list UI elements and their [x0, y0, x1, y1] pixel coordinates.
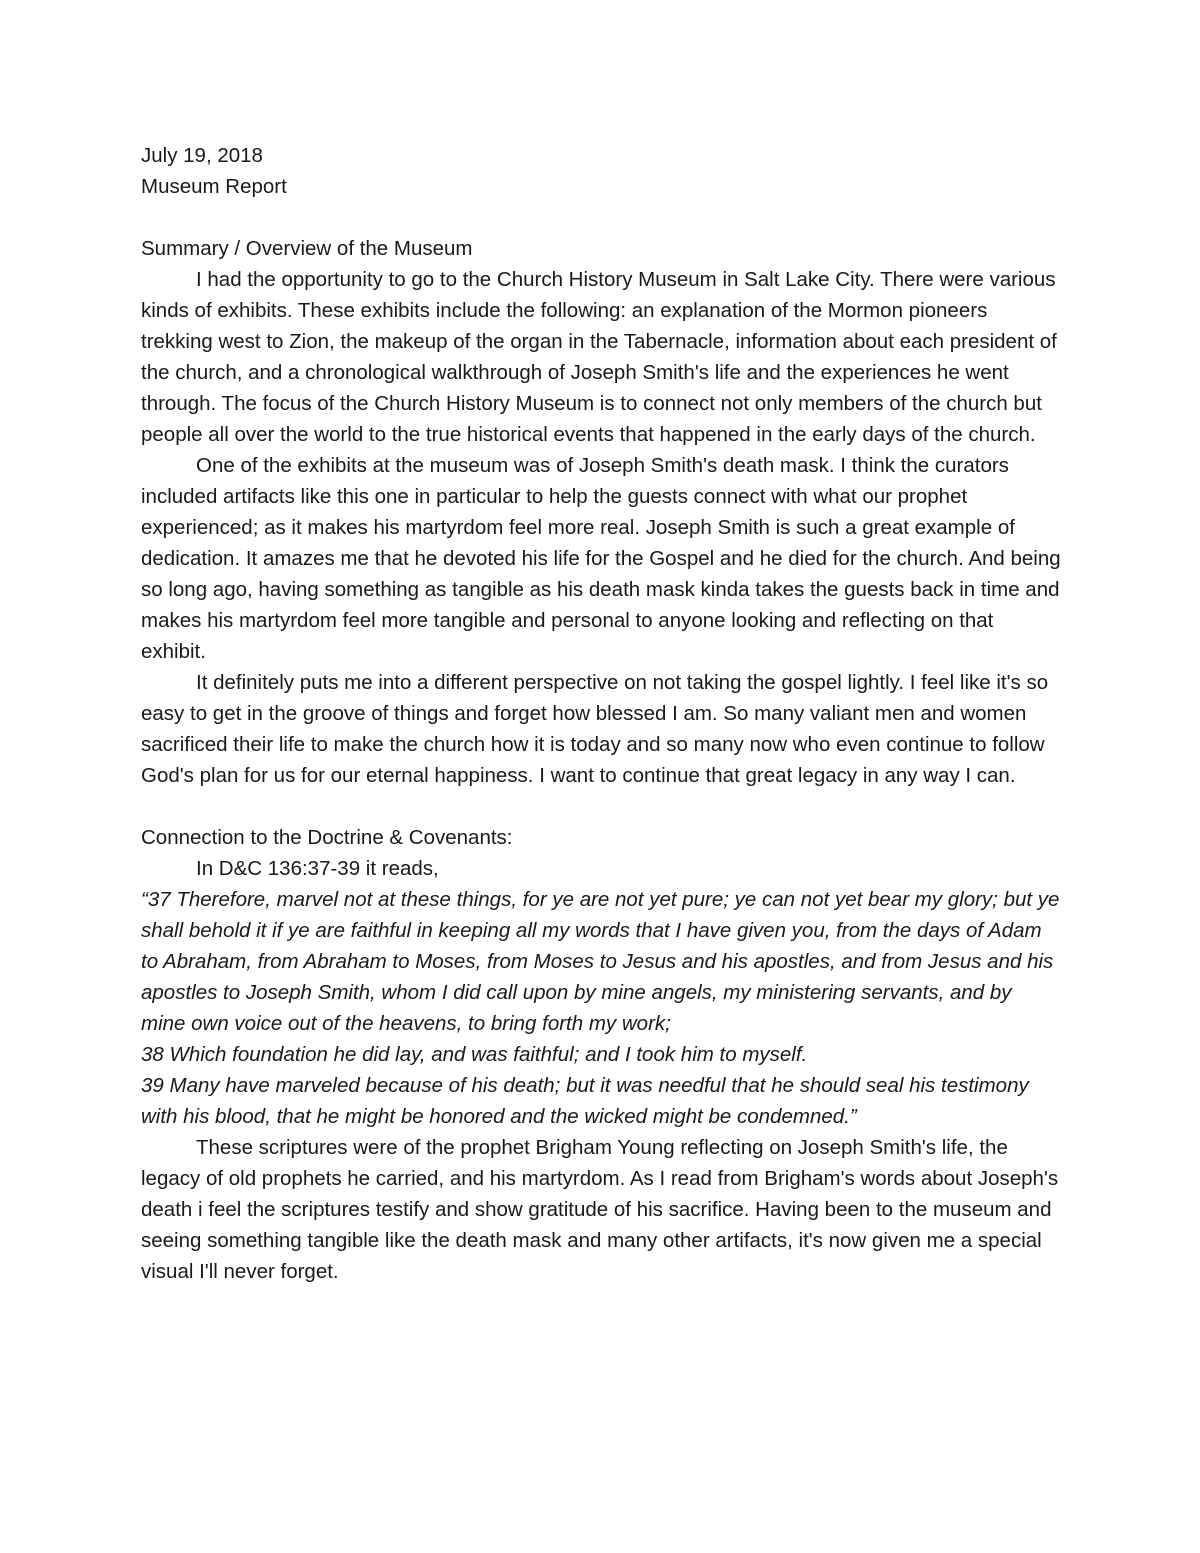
closing-paragraph: These scriptures were of the prophet Brigham Young reflecting on Joseph Smith's life, the legacy of old prophets he carried, and his martyrdom. As I read from Brigham's words about Joseph's death i feel the scriptures testify and show gratitude of his sacrifice. Having been to the museum and seeing something tangible like the death mask and many other artifacts, it's now given me a special visual I'll never forget. [141, 1136, 1059, 1283]
section-heading-summary: Summary / Overview of the Museum [141, 237, 473, 260]
scripture-verse-38: 38 Which foundation he did lay, and was faithful; and I took him to myself. [141, 1043, 808, 1066]
summary-paragraph-3: It definitely puts me into a different perspective on not taking the gospel lightly. I feel like it's so easy to get in the groove of things and forget how blessed I am. So many valiant men and women sacrificed their life to make the church how it is today and so many now who even continue to follow God's plan for us for our eternal happiness. I want to continue that great legacy in any way I can. [141, 671, 1049, 787]
blank-line [141, 202, 1061, 233]
report-date: July 19, 2018 [141, 144, 263, 167]
report-title: Museum Report [141, 175, 287, 198]
summary-paragraph-2: One of the exhibits at the museum was of Joseph Smith's death mask. I think the curators included artifacts like this one in particular to help the guests connect with what our prophet experienced; as it makes his martyrdom feel more real. Joseph Smith is such a great example of dedication. It amazes me that he devoted his life for the Gospel and he died for the church. And being so long ago, having something as tangible as his death mask kinda takes the guests back in time and makes his martyrdom feel more tangible and personal to anyone looking and reflecting on that exhibit. [141, 454, 1061, 663]
section-heading-connection: Connection to the Doctrine & Covenants: [141, 826, 513, 849]
scripture-intro: In D&C 136:37-39 it reads, [196, 857, 439, 880]
scripture-verse-39: 39 Many have marveled because of his death; but it was needful that he should seal his testimony with his blood, that he might be honored and the wicked might be condemned.” [141, 1074, 1029, 1128]
document-body [141, 140, 1061, 1287]
summary-paragraph-1: I had the opportunity to go to the Church History Museum in Salt Lake City. There were various kinds of exhibits. These exhibits include the following: an explanation of the Mormon pioneers trekking west to Zion, the makeup of the organ in the Tabernacle, information about each president of the church, and a chronological walkthrough of Joseph Smith's life and the experiences he went through. The focus of the Church History Museum is to connect not only members of the church but people all over the world to the true historical events that happened in the early days of the church. [141, 268, 1057, 446]
blank-line [141, 791, 1061, 822]
scripture-verse-37: “37 Therefore, marvel not at these things, for ye are not yet pure; ye can not yet bear my glory; but ye shall behold it if ye are faithful in keeping all my words that I have given you, from the days of Adam to Abraham, from Abraham to Moses, from Moses to Jesus and his apostles, and from Jesus and his apostles to Joseph Smith, whom I did call upon by mine angels, my ministering servants, and by mine own voice out of the heavens, to bring forth my work; [141, 888, 1060, 1035]
